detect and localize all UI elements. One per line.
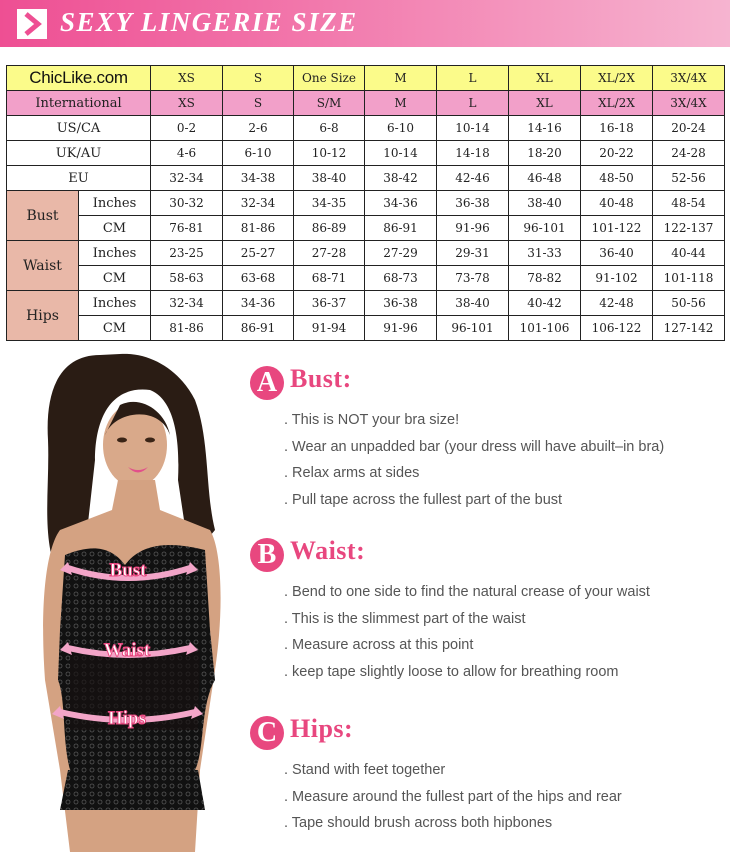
table-cell: XL <box>509 91 581 116</box>
chevron-right-icon <box>17 9 47 39</box>
unit-cell: CM <box>79 316 151 341</box>
list-item: . This is NOT your bra size! <box>284 412 460 428</box>
table-cell: 27-28 <box>294 241 365 266</box>
table-cell: 38-40 <box>509 191 581 216</box>
table-cell: 81-86 <box>223 216 294 241</box>
unit-cell: CM <box>79 266 151 291</box>
table-cell: 48-54 <box>653 191 725 216</box>
table-cell: 68-73 <box>365 266 437 291</box>
table-cell: 40-44 <box>653 241 725 266</box>
table-cell: XL <box>509 66 581 91</box>
group-header: Waist <box>7 241 79 291</box>
list-item: . This is the slimmest part of the waist <box>284 610 526 627</box>
table-cell: 14-18 <box>437 141 509 166</box>
table-row <box>7 316 725 341</box>
table-cell: 96-101 <box>509 216 581 241</box>
row-header: EU <box>7 166 151 191</box>
unit-cell: Inches <box>79 291 151 316</box>
row-header: UK/AU <box>7 141 151 166</box>
table-cell: 127-142 <box>653 316 725 341</box>
table-cell: 42-46 <box>437 166 509 191</box>
table-cell: 101-118 <box>653 266 725 291</box>
list-item: . Relax arms at sides <box>284 465 420 481</box>
table-row <box>7 166 725 191</box>
table-row <box>7 291 725 316</box>
page-header <box>0 0 730 47</box>
table-cell: 31-33 <box>509 241 581 266</box>
table-cell: XL/2X <box>581 66 653 91</box>
table-cell: 29-31 <box>437 241 509 266</box>
list-item: . Wear an unpadded bar (your dress will have abuilt–in bra) <box>284 438 665 455</box>
table-cell: L <box>437 66 509 91</box>
size-chart-table <box>6 65 725 341</box>
table-cell: M <box>365 66 437 91</box>
table-cell: 101-106 <box>509 316 581 341</box>
table-cell: XL/2X <box>581 91 653 116</box>
list-item: . Tape should brush across both hipbones <box>284 815 553 831</box>
section-letter-c: C <box>250 716 284 750</box>
table-cell: 52-56 <box>653 166 725 191</box>
table-cell: 122-137 <box>653 216 725 241</box>
hips-instructions-list <box>284 762 622 842</box>
table-cell: 27-29 <box>365 241 437 266</box>
bust-instructions-list <box>284 412 664 518</box>
table-cell: 34-36 <box>365 191 437 216</box>
unit-cell: CM <box>79 216 151 241</box>
table-cell: 58-63 <box>151 266 223 291</box>
table-cell: 16-18 <box>581 116 653 141</box>
table-cell: 38-42 <box>365 166 437 191</box>
table-cell: 78-82 <box>509 266 581 291</box>
table-row <box>7 241 725 266</box>
table-cell: 18-20 <box>509 141 581 166</box>
table-row <box>7 266 725 291</box>
table-cell: 10-12 <box>294 141 365 166</box>
table-cell: 63-68 <box>223 266 294 291</box>
table-cell: 36-38 <box>437 191 509 216</box>
table-row <box>7 91 725 116</box>
table-row <box>7 141 725 166</box>
table-cell: 25-27 <box>223 241 294 266</box>
table-cell: 48-50 <box>581 166 653 191</box>
table-cell: 101-122 <box>581 216 653 241</box>
list-item: . Measure around the fullest part of the hips and rear <box>284 788 622 805</box>
table-cell: 3X/4X <box>653 66 725 91</box>
table-cell: 91-94 <box>294 316 365 341</box>
table-row <box>7 191 725 216</box>
table-cell: 20-24 <box>653 116 725 141</box>
table-row <box>7 116 725 141</box>
list-item: . Pull tape across the fullest part of the bust <box>284 491 563 508</box>
table-cell: 91-96 <box>437 216 509 241</box>
table-cell: 76-81 <box>151 216 223 241</box>
hips-label: Hips <box>107 708 147 729</box>
table-cell: 91-96 <box>365 316 437 341</box>
list-item: . keep tape slightly loose to allow for breathing room <box>284 663 619 680</box>
table-cell: 6-10 <box>223 141 294 166</box>
table-cell: 6-8 <box>294 116 365 141</box>
unit-cell: Inches <box>79 191 151 216</box>
table-row <box>7 66 725 91</box>
bust-label: Bust <box>109 560 147 581</box>
table-cell: 38-40 <box>437 291 509 316</box>
table-cell: L <box>437 91 509 116</box>
table-cell: 86-91 <box>365 216 437 241</box>
table-cell: 81-86 <box>151 316 223 341</box>
table-cell: 96-101 <box>437 316 509 341</box>
waist-label: Waist <box>103 640 151 661</box>
table-cell: XS <box>151 66 223 91</box>
table-cell: 34-35 <box>294 191 365 216</box>
page-title: SEXY LINGERIE SIZE <box>60 7 358 37</box>
table-cell: S <box>223 91 294 116</box>
table-cell: 24-28 <box>653 141 725 166</box>
group-header: Bust <box>7 191 79 241</box>
group-header: Hips <box>7 291 79 341</box>
section-letter-b: B <box>250 538 284 572</box>
table-cell: 14-16 <box>509 116 581 141</box>
table-cell: 6-10 <box>365 116 437 141</box>
table-cell: 40-48 <box>581 191 653 216</box>
table-cell: 0-2 <box>151 116 223 141</box>
table-cell: 46-48 <box>509 166 581 191</box>
table-cell: 20-22 <box>581 141 653 166</box>
table-cell: 10-14 <box>365 141 437 166</box>
table-cell: 40-42 <box>509 291 581 316</box>
table-cell: 91-102 <box>581 266 653 291</box>
table-cell: 86-89 <box>294 216 365 241</box>
section-title-bust: Bust: <box>290 364 352 393</box>
table-cell: 4-6 <box>151 141 223 166</box>
list-item: . Bend to one side to find the natural crease of your waist <box>284 584 650 600</box>
table-cell: 3X/4X <box>653 91 725 116</box>
table-cell: 86-91 <box>223 316 294 341</box>
table-cell: 32-34 <box>151 291 223 316</box>
table-cell: 34-38 <box>223 166 294 191</box>
table-cell: 32-34 <box>223 191 294 216</box>
table-cell: S <box>223 66 294 91</box>
table-cell: 23-25 <box>151 241 223 266</box>
row-header-international: International <box>7 91 151 116</box>
table-cell: 36-40 <box>581 241 653 266</box>
table-cell: 30-32 <box>151 191 223 216</box>
section-title-hips: Hips: <box>290 714 354 743</box>
table-cell: 73-78 <box>437 266 509 291</box>
model-photo <box>0 350 240 852</box>
table-cell: 68-71 <box>294 266 365 291</box>
table-cell: 50-56 <box>653 291 725 316</box>
table-cell: 42-48 <box>581 291 653 316</box>
list-item: . Measure across at this point <box>284 637 474 653</box>
section-letter-a: A <box>250 366 284 400</box>
table-cell: XS <box>151 91 223 116</box>
table-cell: 34-36 <box>223 291 294 316</box>
table-cell: 38-40 <box>294 166 365 191</box>
table-row <box>7 216 725 241</box>
table-cell: 106-122 <box>581 316 653 341</box>
table-cell: 36-37 <box>294 291 365 316</box>
unit-cell: Inches <box>79 241 151 266</box>
row-header: US/CA <box>7 116 151 141</box>
table-cell: S/M <box>294 91 365 116</box>
table-cell: 32-34 <box>151 166 223 191</box>
brand-logo-cell: ChicLike.com <box>7 66 151 91</box>
table-cell: 2-6 <box>223 116 294 141</box>
table-cell: M <box>365 91 437 116</box>
list-item: . Stand with feet together <box>284 762 446 778</box>
section-title-waist: Waist: <box>290 536 366 565</box>
waist-instructions-list <box>284 584 650 690</box>
table-cell: 10-14 <box>437 116 509 141</box>
table-cell: 36-38 <box>365 291 437 316</box>
table-cell: One Size <box>294 66 365 91</box>
